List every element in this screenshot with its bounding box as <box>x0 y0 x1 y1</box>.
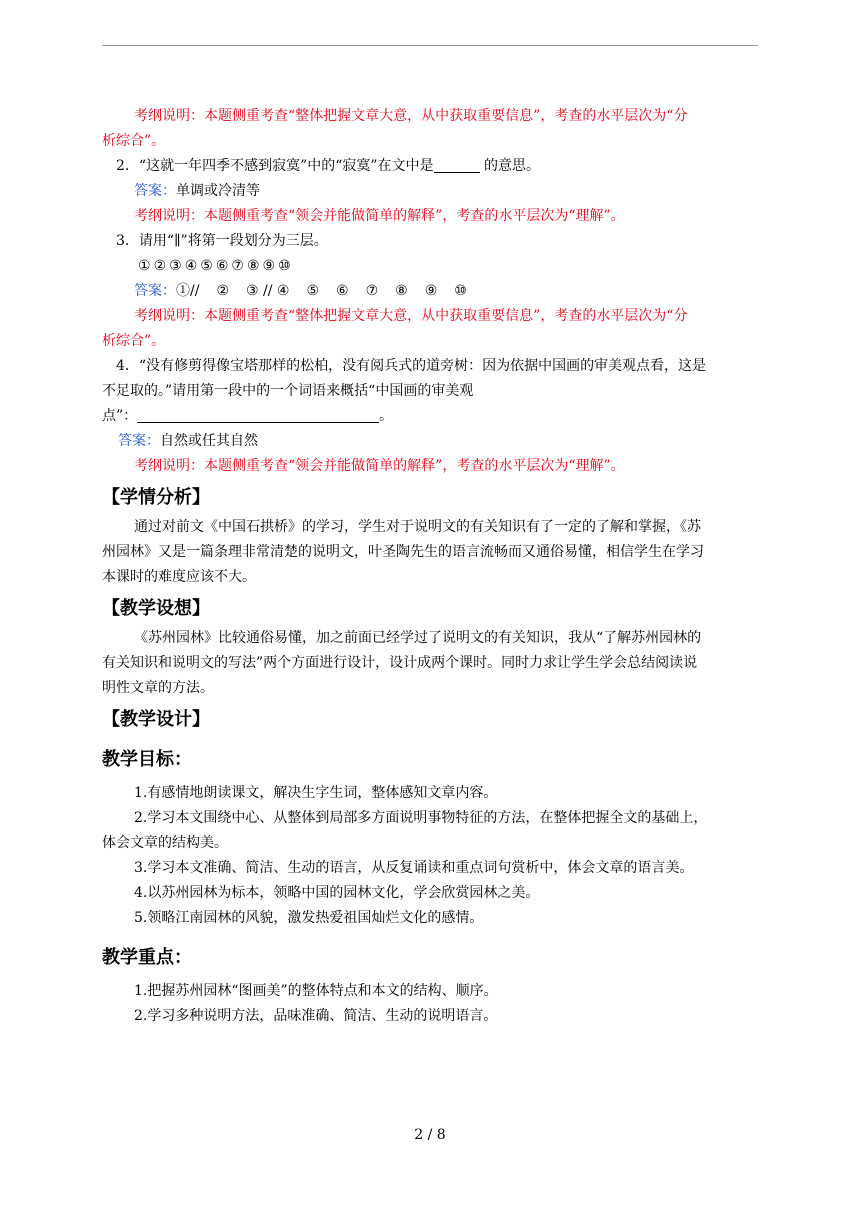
q1-note-line1: 考纲说明：本题侧重考查“整体把握文章大意，从中获取重要信息”，考查的水平层次为“分 <box>134 108 688 124</box>
q3-question: 3．请用“∥”将第一段划分为三层。 <box>116 233 328 249</box>
q2-note: 考纲说明：本题侧重考查“领会并能做简单的解释”，考查的水平层次为“理解”。 <box>134 208 625 224</box>
q3-circles: ① ② ③ ④ ⑤ ⑥ ⑦ ⑧ ⑨ ⑩ <box>138 258 291 274</box>
goals-title: 教学目标： <box>102 749 192 770</box>
q4-line1: 4．“没有修剪得像宝塔那样的松柏，没有阅兵式的道旁树：因为依据中国画的审美观点看，这是 <box>116 358 707 374</box>
section-title-idea: 【教学设想】 <box>102 598 210 619</box>
q2-blank <box>434 158 480 173</box>
q4-answer-text: 自然或任其自然 <box>160 433 258 449</box>
document-body <box>102 104 758 1029</box>
goal-item: 3.学习本文准确、简洁、生动的语言，从反复诵读和重点词句赏析中，体会文章的语言美。 <box>134 860 694 876</box>
q4-answer-label: 答案： <box>118 433 160 449</box>
analysis-line1: 通过对前文《中国石拱桥》的学习，学生对于说明文的有关知识有了一定的了解和掌握，《苏 <box>134 519 701 535</box>
q4-line2: 不足取的。”请用第一段中的一个词语来概括“中国画的审美观 <box>102 383 474 399</box>
q3-note-line1: 考纲说明：本题侧重考查“整体把握文章大意，从中获取重要信息”，考查的水平层次为“分 <box>134 308 688 324</box>
keypoint-item: 1.把握苏州园林“图画美”的整体特点和本文的结构、顺序。 <box>134 983 498 999</box>
q2-question <box>102 154 758 179</box>
q4-line3: 点”： 。 <box>102 408 394 424</box>
analysis-line3: 本课时的难度应该不大。 <box>102 569 256 585</box>
section-title-analysis: 【学情分析】 <box>102 487 210 508</box>
keypoint-item: 2.学习多种说明方法，品味准确、简洁、生动的说明语言。 <box>134 1008 498 1024</box>
goal-item: 2.学习本文围绕中心、从整体到局部多方面说明事物特征的方法，在整体把握全文的基础上， <box>134 810 708 826</box>
q4-answer <box>102 429 758 454</box>
analysis-line2: 州园林》又是一篇条理非常清楚的说明文，叶圣陶先生的语言流畅而又通俗易懂，相信学生在学习 <box>102 544 704 560</box>
q2-text-after: 的意思。 <box>479 158 540 174</box>
q3-answer: 答案：①// ② ③ // ④ ⑤ ⑥ ⑦ ⑧ ⑨ ⑩ <box>134 283 467 299</box>
keypoints-list <box>102 979 758 1029</box>
q1-note-line2: 析综合”。 <box>102 133 166 149</box>
q2-answer <box>102 179 758 204</box>
goals-list <box>102 781 758 931</box>
q2-text-before: 2．“这就一年四季不感到寂寞”中的“寂寞”在文中是 <box>116 158 434 174</box>
idea-line2: 有关知识和说明文的写法”两个方面进行设计，设计成两个课时。同时力求让学生学会总结阅读说 <box>102 655 698 671</box>
idea-line1: 《苏州园林》比较通俗易懂，加之前面已经学过了说明文的有关知识，我从“了解苏州园林的 <box>134 630 702 646</box>
keypoints-title: 教学重点： <box>102 947 192 968</box>
goal-item: 4.以苏州园林为标本，领略中国的园林文化，学会欣赏园林之美。 <box>134 885 540 901</box>
goal-item: 1.有感情地朗读课文，解决生字生词，整体感知文章内容。 <box>134 785 498 801</box>
q2-answer-text: 单调或冷清等 <box>176 183 260 199</box>
q4-note: 考纲说明：本题侧重考查“领会并能做简单的解释”，考查的水平层次为“理解”。 <box>134 458 625 474</box>
page-number: 2 / 8 <box>414 1127 446 1143</box>
idea-line3: 明性文章的方法。 <box>102 680 214 696</box>
q3-answer-label: 答案： <box>134 283 176 299</box>
section-title-design: 【教学设计】 <box>102 709 210 730</box>
goal-item-continued: 体会文章的结构美。 <box>102 835 228 851</box>
goal-item: 5.领略江南园林的风貌，激发热爱祖国灿烂文化的感情。 <box>134 910 484 926</box>
q4-blank <box>137 408 379 423</box>
q3-note-line2: 析综合”。 <box>102 333 166 349</box>
q2-answer-label: 答案： <box>134 183 176 199</box>
header-rule <box>102 45 758 46</box>
